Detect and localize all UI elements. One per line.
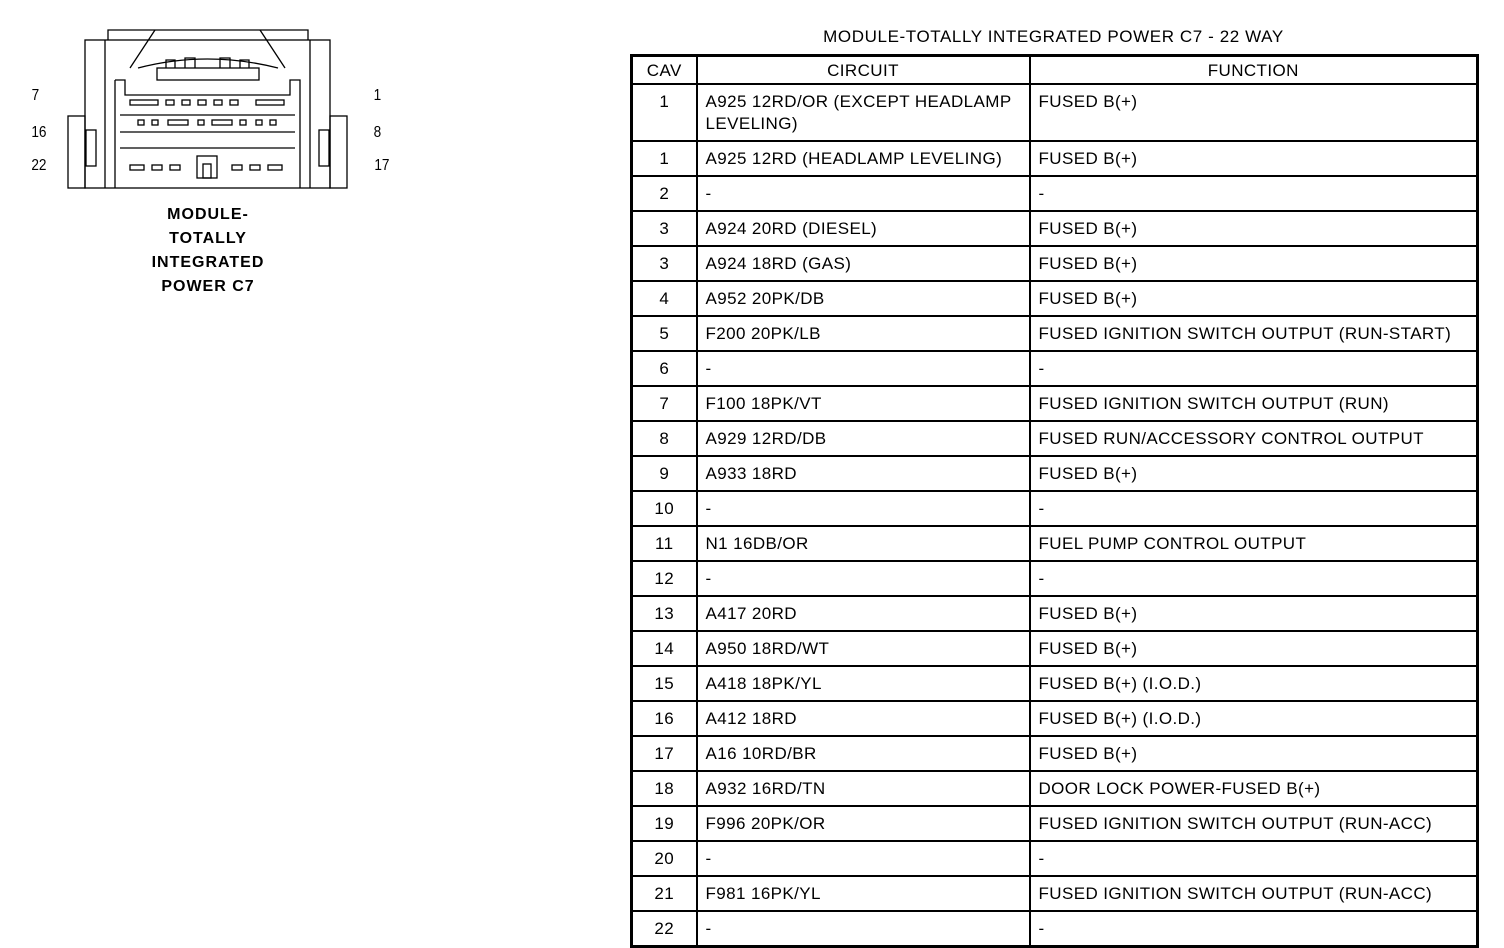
cav-cell: 14	[632, 631, 697, 666]
table-row	[632, 806, 1478, 841]
function-cell: FUSED B(+)	[1030, 596, 1478, 631]
function-cell: FUSED B(+)	[1030, 246, 1478, 281]
circuit-cell: N1 16DB/OR	[697, 526, 1030, 561]
cav-cell: 18	[632, 771, 697, 806]
table-row	[632, 141, 1478, 176]
table-row	[632, 666, 1478, 701]
table-row	[632, 281, 1478, 316]
table-row	[632, 84, 1478, 141]
circuit-cell: F200 20PK/LB	[697, 316, 1030, 351]
header-circuit: CIRCUIT	[697, 56, 1030, 85]
table-row	[632, 876, 1478, 911]
cav-cell: 2	[632, 176, 697, 211]
table-row	[632, 771, 1478, 806]
connector-face-diagram	[20, 20, 400, 210]
table-row	[632, 386, 1478, 421]
circuit-cell: -	[697, 351, 1030, 386]
cav-cell: 10	[632, 491, 697, 526]
table-row	[632, 176, 1478, 211]
function-cell: FUSED IGNITION SWITCH OUTPUT (RUN-ACC)	[1030, 876, 1478, 911]
circuit-cell: A412 18RD	[697, 701, 1030, 736]
function-cell: FUSED IGNITION SWITCH OUTPUT (RUN)	[1030, 386, 1478, 421]
cav-cell: 3	[632, 246, 697, 281]
header-cav: CAV	[632, 56, 697, 85]
pin-label-mid-right: 8	[373, 124, 382, 141]
function-cell: -	[1030, 911, 1478, 947]
pin-label-mid-left: 16	[31, 124, 47, 141]
circuit-cell: F996 20PK/OR	[697, 806, 1030, 841]
function-cell: FUSED B(+)	[1030, 84, 1478, 141]
function-cell: FUSED RUN/ACCESSORY CONTROL OUTPUT	[1030, 421, 1478, 456]
function-cell: FUSED B(+)	[1030, 141, 1478, 176]
function-cell: FUSED B(+) (I.O.D.)	[1030, 666, 1478, 701]
function-cell: -	[1030, 176, 1478, 211]
circuit-cell: -	[697, 911, 1030, 947]
cav-cell: 15	[632, 666, 697, 701]
cav-cell: 11	[632, 526, 697, 561]
cav-cell: 20	[632, 841, 697, 876]
circuit-cell: -	[697, 176, 1030, 211]
cav-cell: 9	[632, 456, 697, 491]
caption-line: INTEGRATED	[151, 254, 265, 271]
function-cell: FUSED B(+)	[1030, 211, 1478, 246]
circuit-cell: F981 16PK/YL	[697, 876, 1030, 911]
table-row	[632, 841, 1478, 876]
circuit-cell: -	[697, 491, 1030, 526]
table-row	[632, 211, 1478, 246]
cav-cell: 4	[632, 281, 697, 316]
circuit-cell: A932 16RD/TN	[697, 771, 1030, 806]
table-row	[632, 456, 1478, 491]
cav-cell: 1	[632, 84, 697, 141]
circuit-cell: F100 18PK/VT	[697, 386, 1030, 421]
pin-label-bottom-right: 17	[374, 157, 390, 174]
function-cell: -	[1030, 841, 1478, 876]
circuit-cell: A929 12RD/DB	[697, 421, 1030, 456]
circuit-cell: -	[697, 561, 1030, 596]
function-cell: FUSED IGNITION SWITCH OUTPUT (RUN-START)	[1030, 316, 1478, 351]
circuit-cell: -	[697, 841, 1030, 876]
function-cell: FUSED IGNITION SWITCH OUTPUT (RUN-ACC)	[1030, 806, 1478, 841]
circuit-cell: A925 12RD/OR (EXCEPT HEADLAMP LEVELING)	[697, 84, 1030, 141]
circuit-cell: A925 12RD (HEADLAMP LEVELING)	[697, 141, 1030, 176]
circuit-cell: A924 20RD (DIESEL)	[697, 211, 1030, 246]
table-row	[632, 491, 1478, 526]
pin-label-top-right: 1	[373, 87, 382, 104]
circuit-cell: A924 18RD (GAS)	[697, 246, 1030, 281]
cav-cell: 19	[632, 806, 697, 841]
circuit-cell: A933 18RD	[697, 456, 1030, 491]
caption-line: MODULE-	[167, 206, 249, 223]
caption-line: TOTALLY	[169, 230, 247, 247]
cav-cell: 22	[632, 911, 697, 947]
function-cell: FUEL PUMP CONTROL OUTPUT	[1030, 526, 1478, 561]
table-body	[632, 84, 1478, 947]
header-function: FUNCTION	[1030, 56, 1478, 85]
cav-cell: 12	[632, 561, 697, 596]
connector-caption	[118, 203, 298, 299]
cav-cell: 8	[632, 421, 697, 456]
function-cell: -	[1030, 561, 1478, 596]
table-header-row	[632, 56, 1478, 85]
caption-line: POWER C7	[161, 278, 255, 295]
function-cell: -	[1030, 351, 1478, 386]
table-row	[632, 246, 1478, 281]
circuit-cell: A417 20RD	[697, 596, 1030, 631]
table-row	[632, 421, 1478, 456]
pin-label-top-left: 7	[31, 87, 40, 104]
cav-cell: 6	[632, 351, 697, 386]
cav-cell: 3	[632, 211, 697, 246]
function-cell: FUSED B(+)	[1030, 736, 1478, 771]
cav-cell: 5	[632, 316, 697, 351]
table-row	[632, 736, 1478, 771]
table-row	[632, 561, 1478, 596]
circuit-cell: A16 10RD/BR	[697, 736, 1030, 771]
table-title: MODULE-TOTALLY INTEGRATED POWER C7 - 22 WAY	[823, 27, 1284, 46]
function-cell: DOOR LOCK POWER-FUSED B(+)	[1030, 771, 1478, 806]
table-row	[632, 701, 1478, 736]
cav-cell: 21	[632, 876, 697, 911]
function-cell: FUSED B(+)	[1030, 631, 1478, 666]
table-row	[632, 911, 1478, 947]
function-cell: -	[1030, 491, 1478, 526]
function-cell: FUSED B(+)	[1030, 456, 1478, 491]
cav-cell: 1	[632, 141, 697, 176]
cav-cell: 7	[632, 386, 697, 421]
pin-label-bottom-left: 22	[31, 157, 47, 174]
table-row	[632, 316, 1478, 351]
cav-cell: 17	[632, 736, 697, 771]
circuit-cell: A952 20PK/DB	[697, 281, 1030, 316]
cav-cell: 13	[632, 596, 697, 631]
function-cell: FUSED B(+) (I.O.D.)	[1030, 701, 1478, 736]
table-row	[632, 596, 1478, 631]
circuit-cell: A418 18PK/YL	[697, 666, 1030, 701]
connector-outline-drawing	[20, 20, 400, 210]
table-row	[632, 631, 1478, 666]
circuit-cell: A950 18RD/WT	[697, 631, 1030, 666]
cav-cell: 16	[632, 701, 697, 736]
table-row	[632, 526, 1478, 561]
function-cell: FUSED B(+)	[1030, 281, 1478, 316]
pinout-table	[630, 54, 1479, 948]
table-row	[632, 351, 1478, 386]
